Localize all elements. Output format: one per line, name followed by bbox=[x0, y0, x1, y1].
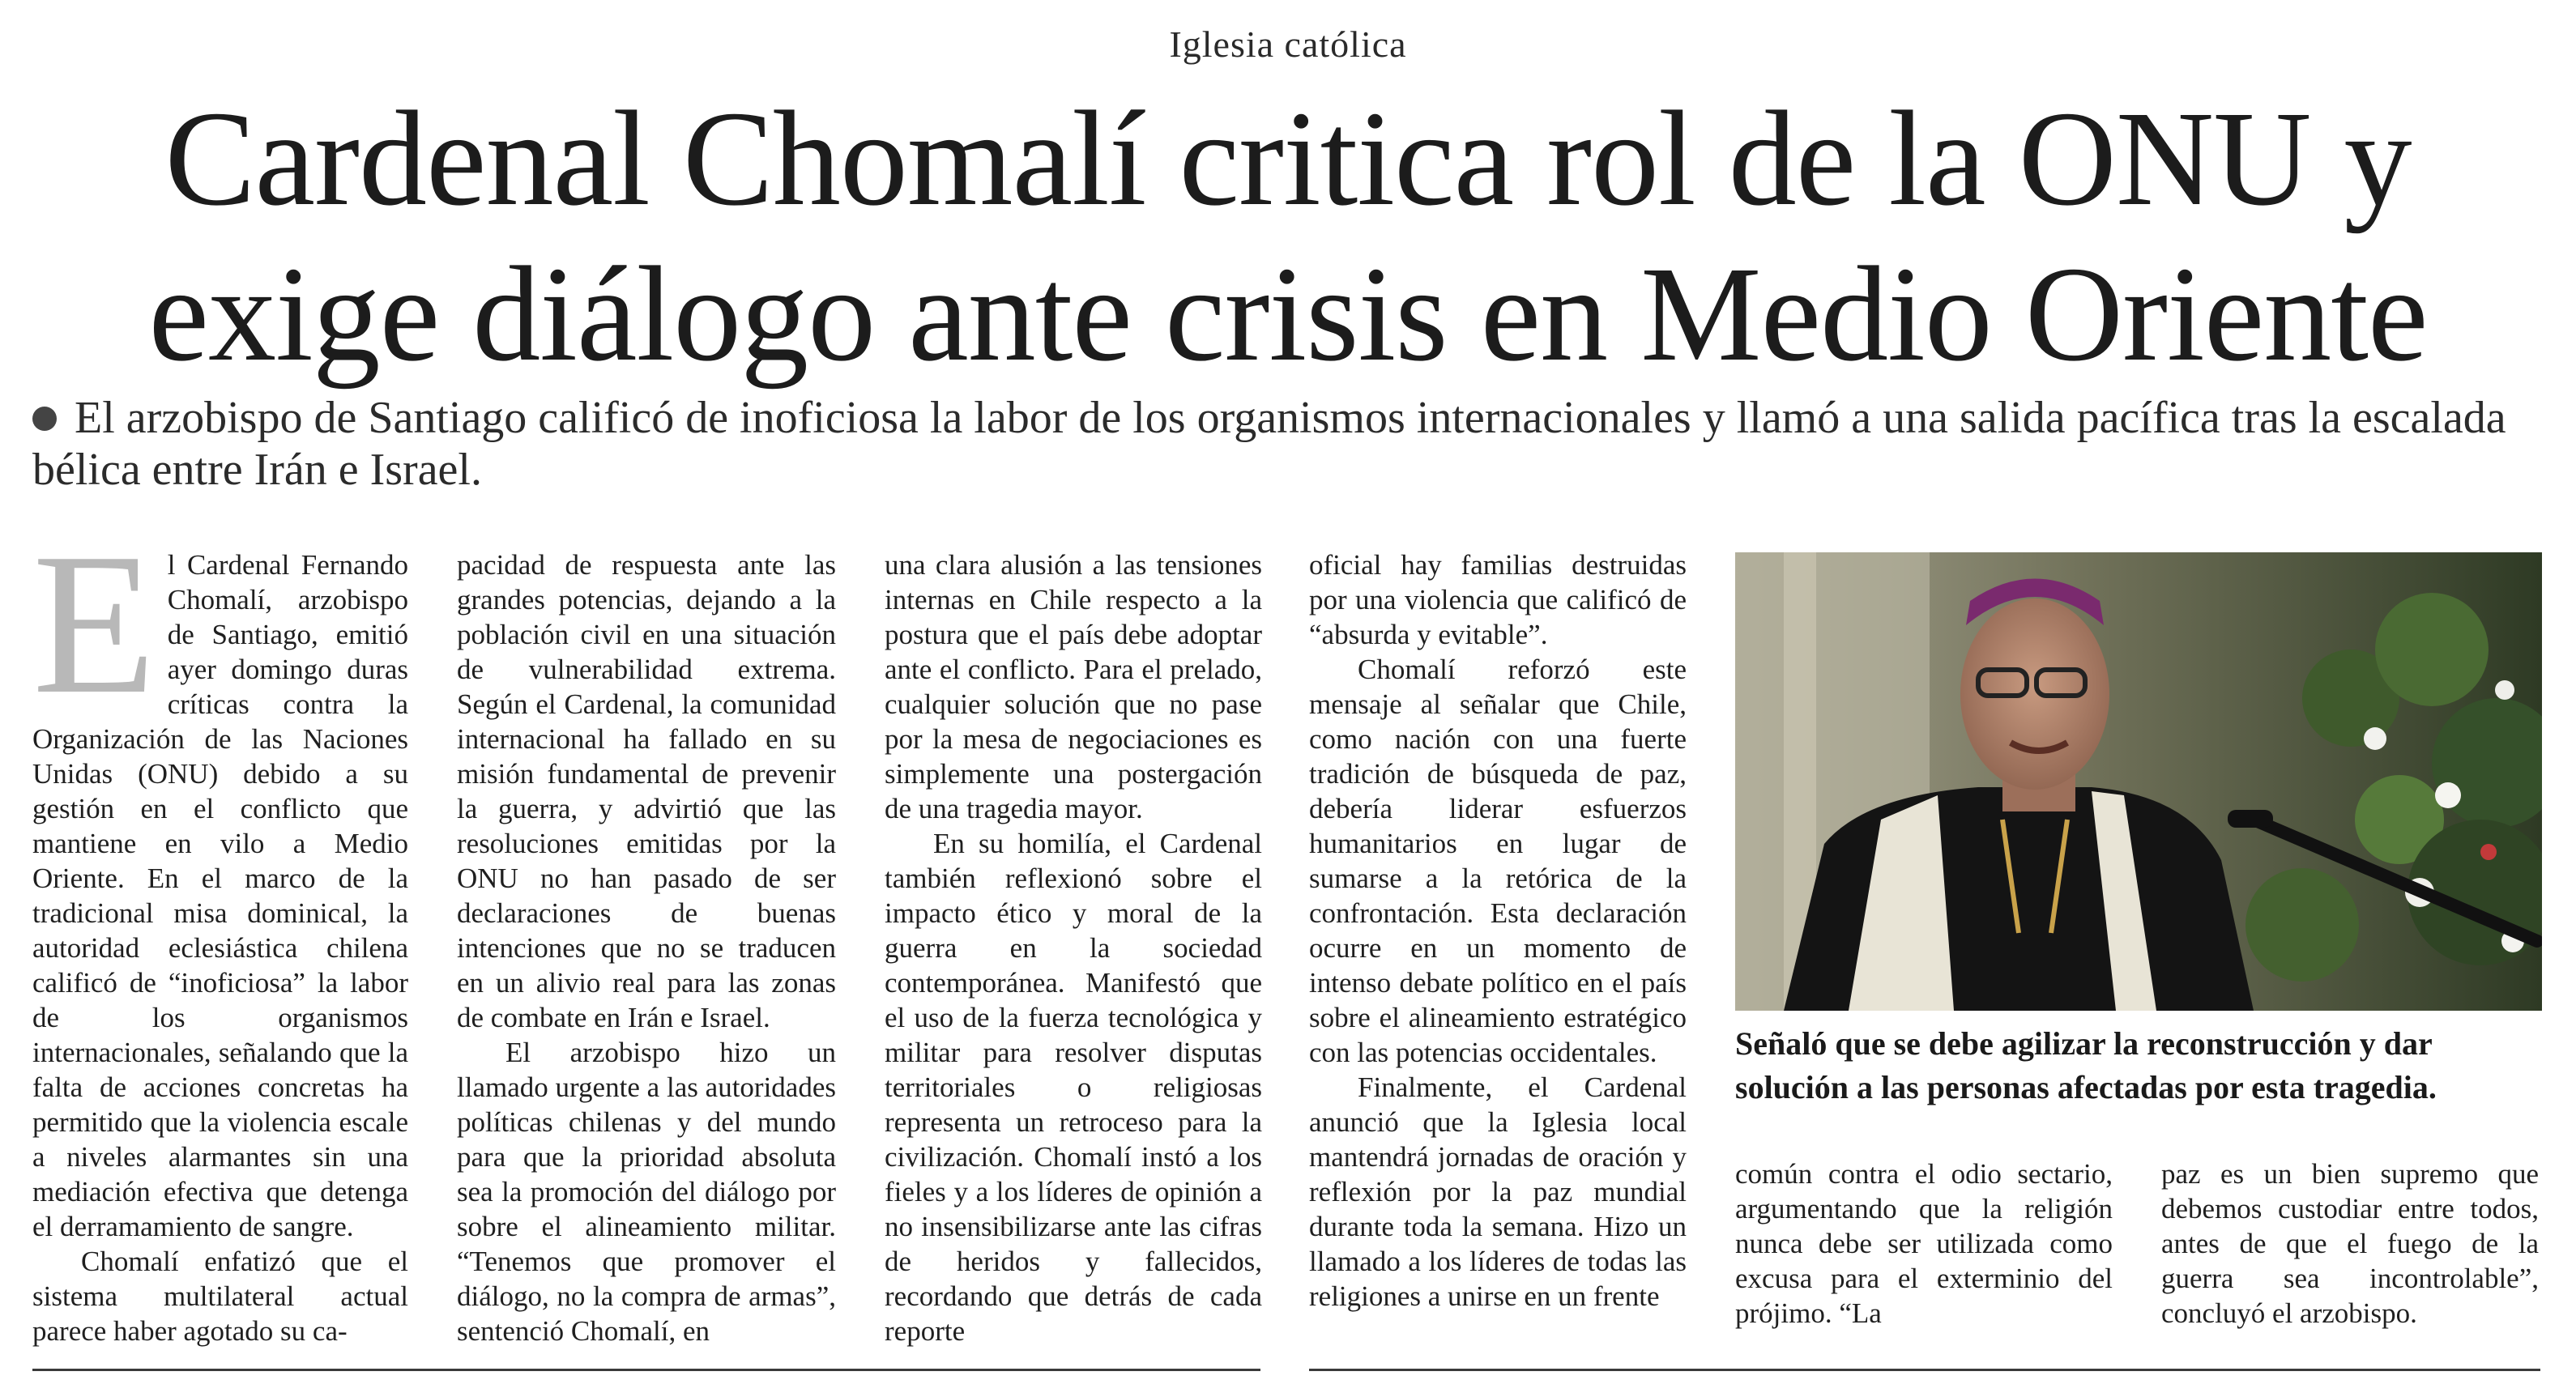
article-paragraph: El arzobispo hizo un llamado urgente a las autoridades políticas chilenas y del mundo para que la prioridad absoluta sea la promoción del diálogo por sobre el alineamiento militar. “Tenemos que promover el diálogo, no la compra de armas”, sentenció Chomalí, en bbox=[457, 1037, 836, 1347]
headline-line-2: exige diálogo ante crisis en Medio Oriente bbox=[148, 239, 2428, 390]
article-column-2 bbox=[457, 547, 836, 1348]
article-paragraph: oficial hay familias destruidas por una violencia que calificó de “absurda y evitable”. bbox=[1309, 549, 1687, 650]
bottom-rule-right bbox=[1309, 1369, 2540, 1371]
article-paragraph: Finalmente, el Cardenal anunció que la Iglesia local mantendrá jornadas de oración y reflexión por la paz mundial durante toda la semana. Hizo un llamado a los líderes de todas las religiones a unirse en un frente bbox=[1309, 1071, 1687, 1312]
headline bbox=[32, 81, 2544, 392]
article-paragraph: pacidad de respuesta ante las grandes potencias, dejando a la población civil en una situación de vulnerabilidad extrema. Según el Cardenal, la comunidad internacional ha fallado en su misión fundamental de prevenir la guerra, y advirtió que las resoluciones emitidas por la ONU no han pasado de ser declaraciones de buenas intenciones que no se traducen en un alivio real para las zonas de combate en Irán e Israel. bbox=[457, 549, 836, 1033]
section-label: Iglesia católica bbox=[1169, 23, 1407, 65]
article-column-6 bbox=[2161, 1156, 2539, 1331]
lead-paragraph bbox=[32, 392, 2527, 496]
article-column-3 bbox=[885, 547, 1262, 1348]
article-column-1 bbox=[32, 512, 408, 1348]
photo-caption: Señaló que se debe agilizar la reconstrucción y dar solución a las personas afectadas por esta tragedia. bbox=[1735, 1025, 2437, 1105]
article-paragraph: En su homilía, el Cardenal también reflexionó sobre el impacto ético y moral de la guerra en la sociedad contemporánea. Manifestó que el uso de la fuerza tecnológica y militar para resolver disputas territoriales o religiosas representa un retroceso para la civilización. Chomalí instó a los fieles y a los líderes de opinión a no insensibilizarse ante las cifras de heridos y fallecidos, recordando que detrás de cada reporte bbox=[885, 828, 1262, 1347]
article-paragraph: común contra el odio sectario, argumentando que la religión nunca debe ser utilizada como excusa para el exterminio del prójimo. “La bbox=[1735, 1158, 2113, 1329]
article-paragraph: l Cardenal Fernando Chomalí, arzobispo de Santiago, emitió ayer domingo duras críticas contra la Organización de las Naciones Unidas (ONU) debido a su gestión en el conflicto que mantiene en vilo a Medio Oriente. En el marco de la tradicional misa dominical, la autoridad eclesiástica chilena calificó de “inoficiosa” la labor de los organismos internacionales, señalando que la falta de acciones concretas ha permitido que la violencia escale a niveles alarmantes sin una mediación efectiva que detenga el derramamiento de sangre. bbox=[32, 549, 408, 1242]
article-column-4 bbox=[1309, 547, 1687, 1314]
article-paragraph: una clara alusión a las tensiones internas en Chile respecto a la postura que el país debe adoptar ante el conflicto. Para el prelado, cualquier solución que no pase por la mesa de negociaciones es simplemente una postergación de una tragedia mayor. bbox=[885, 549, 1262, 824]
lead-text: El arzobispo de Santiago calificó de inoficiosa la labor de los organismos internacionales y llamó a una salida pacífica tras la escalada bélica entre Irán e Israel. bbox=[32, 393, 2506, 495]
bullet-icon bbox=[32, 407, 57, 431]
headline-line-1: Cardenal Chomalí critica rol de la ONU y bbox=[164, 83, 2412, 234]
bottom-rule-left bbox=[32, 1369, 1260, 1371]
cardinal-photo bbox=[1735, 552, 2542, 1011]
article-column-5 bbox=[1735, 1156, 2113, 1331]
article-paragraph: Chomalí enfatizó que el sistema multilateral actual parece haber agotado su ca- bbox=[32, 1246, 408, 1347]
article-paragraph: Chomalí reforzó este mensaje al señalar que Chile, como nación con una fuerte tradición de búsqueda de paz, debería liderar esfuerzos humanitarios en lugar de sumarse a la retórica de la confrontación. Esta declaración ocurre en un momento de intenso debate político en el país sobre el alineamiento estratégico con las potencias occidentales. bbox=[1309, 654, 1687, 1068]
photo-illustration bbox=[1735, 552, 2542, 1011]
article-paragraph: paz es un bien supremo que debemos custodiar entre todos, antes de que el fuego de la guerra sea incontrolable”, concluyó el arzobispo. bbox=[2161, 1158, 2539, 1329]
drop-cap: E bbox=[32, 512, 156, 736]
